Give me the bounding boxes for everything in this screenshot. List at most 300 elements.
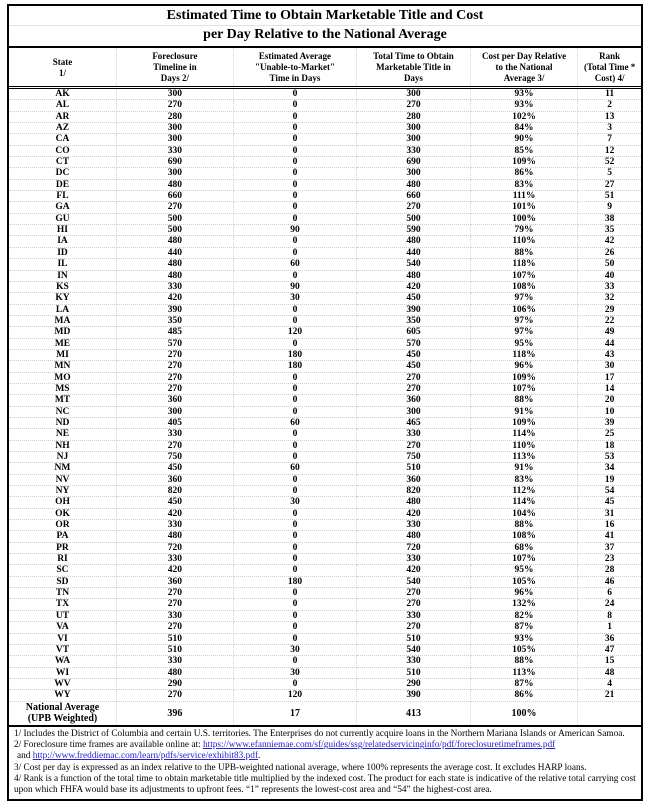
table-row — [9, 678, 641, 689]
value-cell: 300 — [116, 88, 233, 100]
value-cell: 101% — [470, 202, 577, 213]
value-cell: 330 — [357, 520, 471, 531]
value-cell: 480 — [357, 236, 471, 247]
value-cell: 440 — [116, 247, 233, 258]
value-cell: 22 — [578, 315, 641, 326]
state-cell: UT — [9, 610, 116, 621]
value-cell: 300 — [357, 134, 471, 145]
value-cell: 38 — [578, 213, 641, 224]
value-cell: 113% — [470, 667, 577, 678]
value-cell: 690 — [357, 157, 471, 168]
freddiemac-exhibit83-link[interactable]: http://www.freddiemac.com/learn/pdfs/service/exhibit83.pdf — [32, 751, 259, 762]
table-summary — [9, 701, 641, 725]
value-cell: 480 — [357, 531, 471, 542]
value-cell: 110% — [470, 236, 577, 247]
table-row — [9, 202, 641, 213]
state-cell: PA — [9, 531, 116, 542]
table-row — [9, 644, 641, 655]
state-cell: OR — [9, 520, 116, 531]
value-cell: 270 — [357, 599, 471, 610]
value-cell: 720 — [116, 542, 233, 553]
table-row — [9, 259, 641, 270]
value-cell: 180 — [233, 349, 356, 360]
value-cell: 112% — [470, 486, 577, 497]
value-cell: 16 — [578, 520, 641, 531]
state-cell: KS — [9, 281, 116, 292]
value-cell: 450 — [357, 361, 471, 372]
table-row — [9, 497, 641, 508]
state-cell: VI — [9, 633, 116, 644]
state-cell: NH — [9, 440, 116, 451]
value-cell: 270 — [357, 440, 471, 451]
value-cell: 0 — [233, 486, 356, 497]
value-cell: 13 — [578, 111, 641, 122]
value-cell: 90 — [233, 225, 356, 236]
value-cell: 43 — [578, 349, 641, 360]
value-cell: 0 — [233, 531, 356, 542]
value-cell: 590 — [357, 225, 471, 236]
value-cell: 330 — [357, 554, 471, 565]
table-row — [9, 406, 641, 417]
value-cell: 270 — [116, 202, 233, 213]
table-row — [9, 191, 641, 202]
value-cell: 52 — [578, 157, 641, 168]
table-row — [9, 463, 641, 474]
table-body — [9, 88, 641, 702]
state-cell: NY — [9, 486, 116, 497]
state-cell: OK — [9, 508, 116, 519]
value-cell: 280 — [116, 111, 233, 122]
value-cell: 750 — [357, 452, 471, 463]
value-cell: 28 — [578, 565, 641, 576]
value-cell: 270 — [116, 372, 233, 383]
value-cell: 480 — [116, 531, 233, 542]
state-cell: WV — [9, 678, 116, 689]
value-cell: 60 — [233, 259, 356, 270]
national-average-row — [9, 701, 641, 725]
value-cell: 5 — [578, 168, 641, 179]
value-cell: 605 — [357, 327, 471, 338]
value-cell: 93% — [470, 633, 577, 644]
value-cell: 14 — [578, 383, 641, 394]
value-cell: 26 — [578, 247, 641, 258]
value-cell: 330 — [357, 656, 471, 667]
table-row — [9, 123, 641, 134]
state-cell: DE — [9, 179, 116, 190]
table-row — [9, 395, 641, 406]
state-cell: NV — [9, 474, 116, 485]
value-cell: 280 — [357, 111, 471, 122]
value-cell: 750 — [116, 452, 233, 463]
value-cell: 30 — [233, 667, 356, 678]
table-row — [9, 622, 641, 633]
state-cell: TN — [9, 588, 116, 599]
state-cell: NE — [9, 429, 116, 440]
state-cell: OH — [9, 497, 116, 508]
footnote-1: 1/ Includes the District of Columbia and certain U.S. territories. The Enterprises do not currently acquire loans in the Northern Mariana Islands or American Samoa. — [14, 729, 625, 740]
value-cell: 480 — [116, 179, 233, 190]
value-cell: 39 — [578, 417, 641, 428]
value-cell: 0 — [233, 145, 356, 156]
table-row — [9, 667, 641, 678]
value-cell: 0 — [233, 270, 356, 281]
value-cell: 90% — [470, 134, 577, 145]
value-cell: 48 — [578, 667, 641, 678]
value-cell: 360 — [116, 576, 233, 587]
value-cell: 88% — [470, 520, 577, 531]
value-cell: 51 — [578, 191, 641, 202]
value-cell: 0 — [233, 406, 356, 417]
value-cell: 114% — [470, 429, 577, 440]
table-row — [9, 440, 641, 451]
value-cell: 96% — [470, 588, 577, 599]
state-cell: AZ — [9, 123, 116, 134]
value-cell: 86% — [470, 168, 577, 179]
value-cell: 480 — [357, 270, 471, 281]
state-cell: NM — [9, 463, 116, 474]
value-cell: 420 — [116, 293, 233, 304]
value-cell: 107% — [470, 554, 577, 565]
value-cell: 330 — [116, 554, 233, 565]
state-cell: SC — [9, 565, 116, 576]
state-cell: VT — [9, 644, 116, 655]
table-row — [9, 111, 641, 122]
state-cell: MN — [9, 361, 116, 372]
table-row — [9, 134, 641, 145]
value-cell: 300 — [116, 123, 233, 134]
document-table-frame — [7, 4, 643, 801]
value-cell: 0 — [233, 622, 356, 633]
value-cell: 820 — [357, 486, 471, 497]
value-cell: 49 — [578, 327, 641, 338]
value-cell: 83% — [470, 179, 577, 190]
national-average-cost: 100% — [470, 701, 577, 725]
value-cell: 420 — [116, 508, 233, 519]
value-cell: 84% — [470, 123, 577, 134]
value-cell: 11 — [578, 88, 641, 100]
value-cell: 330 — [357, 429, 471, 440]
value-cell: 300 — [357, 406, 471, 417]
value-cell: 118% — [470, 259, 577, 270]
value-cell: 87% — [470, 678, 577, 689]
table-row — [9, 372, 641, 383]
table-title-line1: Estimated Time to Obtain Marketable Title and Cost — [9, 7, 641, 26]
state-cell: GU — [9, 213, 116, 224]
value-cell: 270 — [116, 622, 233, 633]
value-cell: 270 — [116, 440, 233, 451]
value-cell: 0 — [233, 213, 356, 224]
value-cell: 53 — [578, 452, 641, 463]
value-cell: 106% — [470, 304, 577, 315]
value-cell: 360 — [116, 474, 233, 485]
value-cell: 0 — [233, 474, 356, 485]
value-cell: 20 — [578, 395, 641, 406]
state-cell: CT — [9, 157, 116, 168]
state-cell: LA — [9, 304, 116, 315]
value-cell: 7 — [578, 134, 641, 145]
value-cell: 27 — [578, 179, 641, 190]
state-cell: AK — [9, 88, 116, 100]
value-cell: 465 — [357, 417, 471, 428]
table-row — [9, 610, 641, 621]
value-cell: 17 — [578, 372, 641, 383]
value-cell: 0 — [233, 168, 356, 179]
state-cell: WA — [9, 656, 116, 667]
value-cell: 300 — [357, 168, 471, 179]
state-cell: MS — [9, 383, 116, 394]
column-header-foreclosure-timeline: Foreclosure Timeline in Days 2/ — [116, 48, 233, 88]
value-cell: 97% — [470, 327, 577, 338]
value-cell: 570 — [116, 338, 233, 349]
value-cell: 95% — [470, 338, 577, 349]
value-cell: 0 — [233, 633, 356, 644]
value-cell: 330 — [357, 145, 471, 156]
table-row — [9, 429, 641, 440]
value-cell: 47 — [578, 644, 641, 655]
table-row — [9, 247, 641, 258]
value-cell: 12 — [578, 145, 641, 156]
table-row — [9, 293, 641, 304]
value-cell: 720 — [357, 542, 471, 553]
table-row — [9, 565, 641, 576]
value-cell: 111% — [470, 191, 577, 202]
value-cell: 390 — [357, 304, 471, 315]
value-cell: 90 — [233, 281, 356, 292]
value-cell: 350 — [116, 315, 233, 326]
value-cell: 330 — [116, 520, 233, 531]
value-cell: 500 — [357, 213, 471, 224]
value-cell: 300 — [116, 168, 233, 179]
state-cell: GA — [9, 202, 116, 213]
value-cell: 109% — [470, 417, 577, 428]
fanniemae-foreclosure-timeframes-link[interactable]: https://www.efanniemae.com/sf/guides/ssg/relatedservicinginfo/pdf/foreclosuretimeframes.pdf — [202, 740, 556, 751]
value-cell: 180 — [233, 576, 356, 587]
value-cell: 0 — [233, 247, 356, 258]
value-cell: 0 — [233, 678, 356, 689]
state-cell: MT — [9, 395, 116, 406]
value-cell: 120 — [233, 327, 356, 338]
value-cell: 660 — [357, 191, 471, 202]
table-row — [9, 100, 641, 111]
value-cell: 19 — [578, 474, 641, 485]
table-row — [9, 417, 641, 428]
value-cell: 420 — [357, 281, 471, 292]
value-cell: 390 — [357, 690, 471, 701]
table-row — [9, 690, 641, 701]
value-cell: 46 — [578, 576, 641, 587]
value-cell: 270 — [116, 599, 233, 610]
column-header-rank: Rank (Total Time * Cost) 4/ — [578, 48, 641, 88]
value-cell: 0 — [233, 542, 356, 553]
value-cell: 87% — [470, 622, 577, 633]
value-cell: 450 — [116, 497, 233, 508]
value-cell: 0 — [233, 610, 356, 621]
value-cell: 33 — [578, 281, 641, 292]
value-cell: 0 — [233, 383, 356, 394]
value-cell: 60 — [233, 417, 356, 428]
value-cell: 480 — [116, 259, 233, 270]
table-row — [9, 179, 641, 190]
value-cell: 88% — [470, 656, 577, 667]
value-cell: 97% — [470, 315, 577, 326]
value-cell: 0 — [233, 338, 356, 349]
value-cell: 420 — [116, 565, 233, 576]
value-cell: 30 — [233, 644, 356, 655]
value-cell: 510 — [116, 633, 233, 644]
value-cell: 480 — [116, 270, 233, 281]
state-cell: DC — [9, 168, 116, 179]
table-row — [9, 531, 641, 542]
table-row — [9, 327, 641, 338]
value-cell: 88% — [470, 247, 577, 258]
value-cell: 9 — [578, 202, 641, 213]
table-row — [9, 474, 641, 485]
value-cell: 270 — [357, 202, 471, 213]
value-cell: 25 — [578, 429, 641, 440]
table-row — [9, 599, 641, 610]
value-cell: 270 — [116, 100, 233, 111]
value-cell: 270 — [357, 372, 471, 383]
value-cell: 68% — [470, 542, 577, 553]
value-cell: 0 — [233, 88, 356, 100]
national-average-label: National Average (UPB Weighted) — [9, 701, 116, 725]
state-cell: ND — [9, 417, 116, 428]
table-row — [9, 656, 641, 667]
value-cell: 660 — [116, 191, 233, 202]
value-cell: 105% — [470, 644, 577, 655]
state-cell: CO — [9, 145, 116, 156]
value-cell: 820 — [116, 486, 233, 497]
table-row — [9, 270, 641, 281]
value-cell: 330 — [116, 429, 233, 440]
value-cell: 42 — [578, 236, 641, 247]
state-cell: KY — [9, 293, 116, 304]
value-cell: 102% — [470, 111, 577, 122]
value-cell: 270 — [357, 588, 471, 599]
value-cell: 34 — [578, 463, 641, 474]
state-cell: MI — [9, 349, 116, 360]
value-cell: 0 — [233, 395, 356, 406]
table-row — [9, 168, 641, 179]
table-title-line2: per Day Relative to the National Average — [203, 27, 447, 42]
table-row — [9, 157, 641, 168]
value-cell: 0 — [233, 134, 356, 145]
table-row — [9, 236, 641, 247]
value-cell: 1 — [578, 622, 641, 633]
value-cell: 91% — [470, 406, 577, 417]
value-cell: 29 — [578, 304, 641, 315]
table-row — [9, 588, 641, 599]
value-cell: 41 — [578, 531, 641, 542]
table-row — [9, 542, 641, 553]
table-row — [9, 520, 641, 531]
value-cell: 270 — [116, 588, 233, 599]
value-cell: 290 — [116, 678, 233, 689]
value-cell: 35 — [578, 225, 641, 236]
value-cell: 0 — [233, 179, 356, 190]
footnote-2-line2: and http://www.freddiemac.com/learn/pdfs/service/exhibit83.pdf. — [17, 751, 261, 762]
table-row — [9, 576, 641, 587]
value-cell: 270 — [116, 349, 233, 360]
state-cell: MO — [9, 372, 116, 383]
value-cell: 45 — [578, 497, 641, 508]
value-cell: 360 — [357, 395, 471, 406]
value-cell: 108% — [470, 531, 577, 542]
national-average-total: 413 — [357, 701, 471, 725]
value-cell: 0 — [233, 520, 356, 531]
national-average-foreclosure: 396 — [116, 701, 233, 725]
state-cell: ME — [9, 338, 116, 349]
value-cell: 690 — [116, 157, 233, 168]
value-cell: 40 — [578, 270, 641, 281]
value-cell: 450 — [357, 349, 471, 360]
value-cell: 0 — [233, 452, 356, 463]
value-cell: 104% — [470, 508, 577, 519]
value-cell: 4 — [578, 678, 641, 689]
value-cell: 36 — [578, 633, 641, 644]
value-cell: 360 — [357, 474, 471, 485]
state-cell: NJ — [9, 452, 116, 463]
value-cell: 30 — [233, 497, 356, 508]
value-cell: 480 — [357, 179, 471, 190]
national-average-rank — [578, 701, 641, 725]
value-cell: 0 — [233, 565, 356, 576]
value-cell: 0 — [233, 315, 356, 326]
value-cell: 0 — [233, 440, 356, 451]
state-cell: IA — [9, 236, 116, 247]
value-cell: 15 — [578, 656, 641, 667]
footnote-3: 3/ Cost per day is expressed as an index relative to the UPB-weighted national average, where 100% represents the average cost. It excludes HARP loans. — [14, 762, 587, 773]
state-cell: PR — [9, 542, 116, 553]
value-cell: 330 — [357, 610, 471, 621]
value-cell: 510 — [116, 644, 233, 655]
value-cell: 540 — [357, 576, 471, 587]
value-cell: 109% — [470, 372, 577, 383]
value-cell: 110% — [470, 440, 577, 451]
value-cell: 440 — [357, 247, 471, 258]
column-header-total-time: Total Time to Obtain Marketable Title in Days — [357, 48, 471, 88]
value-cell: 54 — [578, 486, 641, 497]
value-cell: 30 — [578, 361, 641, 372]
table-row — [9, 633, 641, 644]
state-cell: FL — [9, 191, 116, 202]
state-cell: MD — [9, 327, 116, 338]
value-cell: 37 — [578, 542, 641, 553]
table-title — [9, 6, 641, 48]
state-cell: MA — [9, 315, 116, 326]
value-cell: 270 — [357, 383, 471, 394]
table-row — [9, 554, 641, 565]
table-row — [9, 486, 641, 497]
value-cell: 405 — [116, 417, 233, 428]
state-cell: WY — [9, 690, 116, 701]
value-cell: 510 — [357, 667, 471, 678]
value-cell: 480 — [116, 236, 233, 247]
table-row — [9, 349, 641, 360]
value-cell: 350 — [357, 315, 471, 326]
value-cell: 420 — [357, 565, 471, 576]
state-cell: AL — [9, 100, 116, 111]
value-cell: 290 — [357, 678, 471, 689]
value-cell: 300 — [357, 123, 471, 134]
value-cell: 480 — [357, 497, 471, 508]
value-cell: 132% — [470, 599, 577, 610]
value-cell: 105% — [470, 576, 577, 587]
value-cell: 330 — [116, 145, 233, 156]
table-row — [9, 145, 641, 156]
value-cell: 44 — [578, 338, 641, 349]
column-header-cost-per-day: Cost per Day Relative to the National Average 3/ — [470, 48, 577, 88]
